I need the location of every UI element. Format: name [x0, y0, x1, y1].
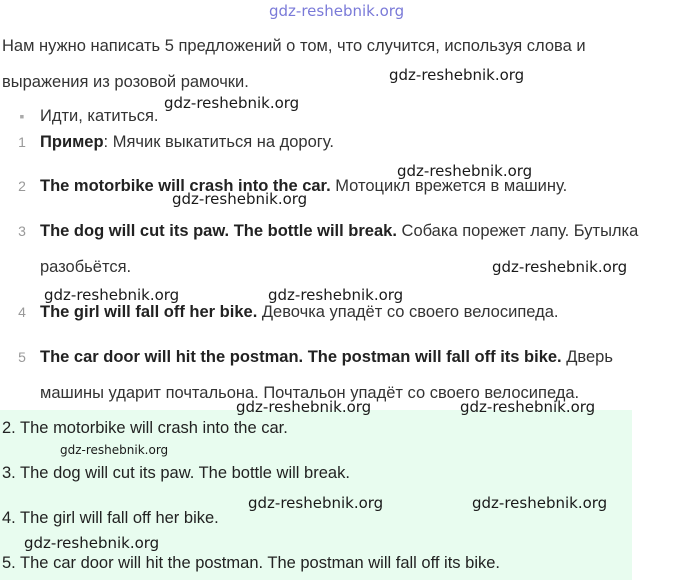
item-number: 1 — [18, 134, 26, 150]
item-number: 4 — [18, 304, 26, 320]
bullet-text: Идти, катиться. — [40, 107, 159, 125]
item-rest: Девочка упадёт со своего велосипеда. — [257, 303, 559, 321]
answer-line: 3. The dog will cut its paw. The bottle will break. — [2, 464, 350, 482]
item-bold: The dog will cut its paw. The bottle will break. — [40, 222, 397, 240]
bullet-mark: ▪ — [19, 108, 25, 124]
answer-line: 4. The girl will fall off her bike. — [2, 509, 219, 527]
answer-line: 2. The motorbike will crash into the car. — [2, 419, 288, 437]
watermark: gdz-reshebnik.org — [268, 286, 404, 304]
watermark: gdz-reshebnik.org — [164, 94, 300, 112]
watermark: gdz-reshebnik.org — [44, 286, 180, 304]
watermark: gdz-reshebnik.org — [389, 66, 525, 84]
watermark: gdz-reshebnik.org — [492, 258, 628, 276]
item-rest: Собака порежет лапу. Бутылка разобьётся. — [40, 222, 639, 276]
answer-line: 5. The car door will hit the postman. The postman will fall off its bike. — [2, 554, 500, 572]
item-bold: The girl will fall off her bike. — [40, 303, 258, 321]
item-number: 5 — [18, 349, 26, 365]
watermark: gdz-reshebnik.org — [248, 494, 384, 512]
watermark: gdz-reshebnik.org — [60, 443, 169, 457]
watermark: gdz-reshebnik.org — [24, 534, 160, 552]
item-number: 3 — [18, 223, 26, 239]
item-bold: The car door will hit the postman. The postman will fall off its bike. — [40, 348, 562, 366]
item-rest: Мотоцикл врежется в машину. — [330, 177, 568, 195]
watermark: gdz-reshebnik.org — [397, 162, 533, 180]
list-item — [16, 124, 666, 160]
watermark-top: gdz-reshebnik.org — [269, 2, 405, 20]
watermark: gdz-reshebnik.org — [460, 398, 596, 416]
watermark: gdz-reshebnik.org — [236, 398, 372, 416]
intro-paragraph: Нам нужно написать 5 предложений о том, что случится, используя слова и выражения из розовой рамочки. — [2, 37, 586, 91]
watermark: gdz-reshebnik.org — [172, 190, 308, 208]
watermark: gdz-reshebnik.org — [472, 494, 608, 512]
item-rest: : Мячик выкатиться на дорогу. — [103, 133, 334, 151]
item-bold: Пример — [40, 133, 104, 151]
list-item — [16, 168, 666, 204]
item-rest: Дверь машины ударит почтальона. Почтальон упадёт со своего велосипеда. — [40, 348, 613, 402]
item-number: 2 — [18, 178, 26, 194]
item-bold: The motorbike will crash into the car. — [40, 177, 331, 195]
